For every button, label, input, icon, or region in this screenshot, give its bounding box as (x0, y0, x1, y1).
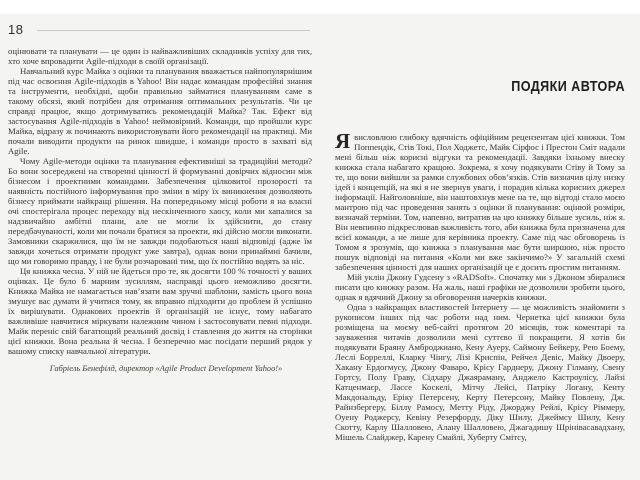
chapter-title: ПОДЯКИ АВТОРА (511, 78, 625, 95)
body-paragraph: Чому Agile-методи оцінки та планування ефективніші за традиційні методи? Бо вони зосереджені на створенні цінності й формуванні довірчих відносин між бізнесом і проектними командами. Забезпечення цілковитої прозорості та наявність постійного інформування про зміни в міру їх виникнення дозволяють бізнесу приймати найкращі рішення. На попередньому місці роботи я на власні очі спостерігала процес переходу від нескінченного хаосу, коли ми хапалися за надзвичайно амбітні плани, але не могли їх здійснити, до стану передбачуваності, коли ми почали братися за проекти, які дійсно могли виконати. Замовники скаржилися, що їм не завжди подобаються наші відповіді (адже їм завжди хочеться отримати продукт уже завтра), однак вони принаймні бачили, що ми говоримо правду, і не були розчаровані тим, що їх постійно водять за ніс. (8, 156, 312, 266)
two-page-spread (0, 14, 640, 480)
body-paragraph: оцінювати та планувати — це один із найважливіших складників успіху для тих, хто хоче впровадити Agile-підходи в своїй організації. (8, 46, 312, 66)
body-paragraph (335, 129, 625, 272)
drop-cap: Я (335, 129, 351, 153)
top-margin-strip (0, 0, 640, 14)
page-left (0, 14, 322, 480)
left-body-text (8, 46, 312, 356)
body-paragraph: Мій уклін Джону Гудсену з «RADSoft». Спочатку ми з Джоном збиралися писати цю книжку разом. На жаль, наші графіки не дозволили зробити цього, однак я вдячний Джону за обговорення начерків книжки. (335, 272, 625, 302)
body-paragraph: Ця книжка чесна. У ній не йдеться про те, як досягти 100 % точності у ваших оцінках. Це було б марним зусиллям, насправді цього неможливо досягти. Книжка Майка не намагається нав’язати вам зручні шаблони, замість цього вона змушує вас думати й учитися тому, як вправно підходити до проблем й успішно їх вирішувати. Однакових проектів й організацій не існує, тому набагато важливіше навчитися міркувати належним чином і застосовувати певні підходи. Майк переніс свій багатющий реальний досвід і ставлення до життя на сторінки цієї книжки. Вона реальна й чесна. І безперечно має посідати перший рядок у вашому списку навчальної літератури. (8, 266, 312, 356)
right-body-text (335, 129, 625, 442)
body-paragraph: Одна з найкращих властивостей Інтернету — це можливість знайомити з рукописом інших під час роботи над ним. Чернетка цієї книжки була розміщена на моєму веб-сайті протягом 20 місяців, тож коментарі та зауваження читачів дозволили мені суттєво її покращити. Я хотів би подякувати Браяну Амброджиано, Кену Ауеру, Саймону Бейкеру, Рею Боему, Леслі Борреллі, Кларку Чінгу, Лізі Криспін, Рейчел Девіс, Майку Двоеру, Хакану Ердогмусу, Джону Фаваро, Крісу Гарднеру, Джону Гілману, Свену Гортсу, Полу Граву, Сідхару Джаяраману, Анджело Кастроулісу, Лайзі Катценмаєр, Лассе Коскелі, Мітчу Лейсі, Патріку Логану, Кенту Макдональду, Еріку Петерсену, Керту Петерсону, Майку Повлену, Дж. Райнзбергеру, Біллу Рамосу, Метту Ріду, Джорджу Рейлі, Крісу Ріммеру, Оуену Роджерсу, Кевіну Резерфорду, Діку Шилу, Джеймсу Шилу, Кену Скотту, Карлу Шалловею, Алану Шалловею, Джагадишу Шрінівасавадхану, Мішель Слайджер, Карену Смайлі, Хуберту Смітсу, (335, 302, 625, 442)
page-right (322, 14, 640, 480)
paragraph-text: висловлюю глибоку вдячність офіційним рецензентам цієї книжки. Том Поппендік, Стів Токі, Пол Ходжетс, Майк Сірфос і Престон Сміт надали мені більш ніж корисні відгуки та рекомендації. Завдяки їхньому внеску книжка стала набагато кращою. Зокрема, я хочу подякувати Стіву й Тому за те, що вони вийшли за рамки службових обов’язків. Стів визначив цілу низку ідей і концепцій, на які я не звернув уваги, і порадив кілька корисних джерел інформації. Найголовніше, він наштовхнув мене на те, що відтоді стало моєю мантрою під час проведення занять з оцінки й планування: оцінюй розміри, визначай терміни. Том, напевно, витратив на цю книжку більше зусиль, ніж я. Він невпинно підкреслював важливість того, аби книжка була призначена для всієї команди, а не лише для керівника проекту. Саме під час обговорень із Томом я зрозумів, що книжка з планування має бути ширшою, ніж просто пошук відповіді на питання «Коли ми вже закінчимо?» У загальній схемі забезпечення цінності для наших організацій це є досить простим питанням. (335, 132, 625, 272)
attribution-signature: Габріель Бенефілд, директор «Agile Product Development Yahoo!» (49, 364, 283, 373)
page-header (8, 21, 312, 38)
page-number: 18 (8, 21, 24, 37)
body-paragraph: Навчальний курс Майка з оцінки та планування вважається найпопулярнішим під час освоєння Agile-підходів в Yahoo! Він надає командам професійні знання та інструменти, необхідні, щоби правильно займатися плануванням саме в такому обсязі, який потрібен для отримання оптимальних результатів. Чи це справді працює, якщо дотримуватись рекомендацій Майка? Так. Ефект від застосування Agile-підходів в Yahoo! неймовірний. Команди, що пройшли курс Майка, відразу ж починають використовувати його рекомендації на практиці. Ми почали виводити продукти на ринок швидше, і команди просто в захваті від Agile. (8, 66, 312, 156)
header-rule (37, 30, 310, 31)
